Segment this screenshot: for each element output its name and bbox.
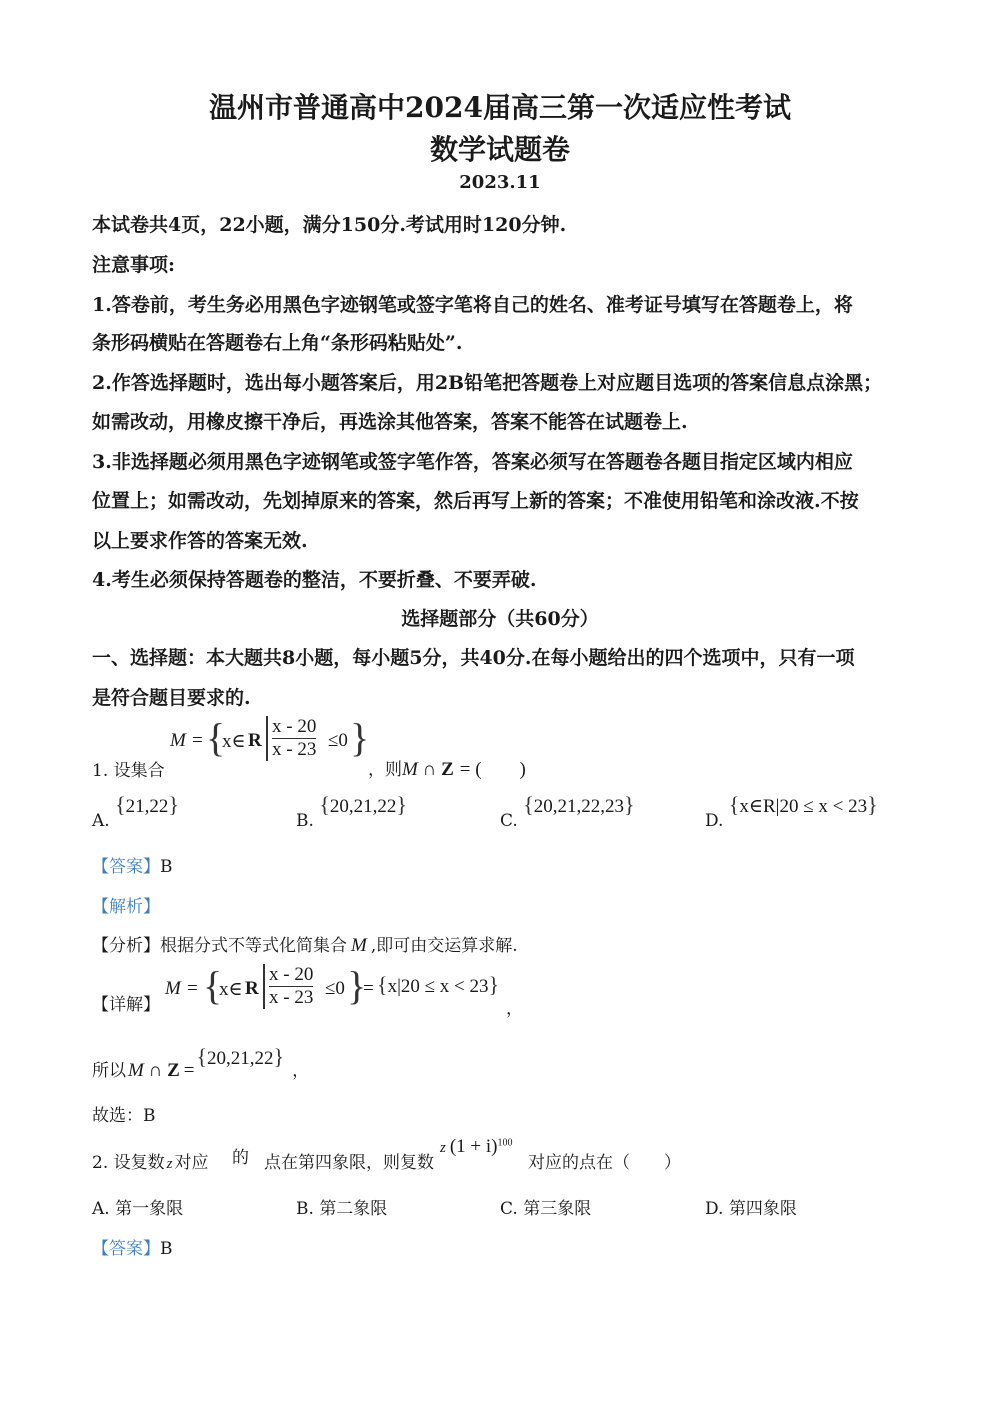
q2-z2: z — [440, 1140, 446, 1156]
left-brace-icon: { — [206, 715, 226, 760]
q2-expression — [440, 1136, 513, 1158]
q1-detail-equation — [165, 964, 525, 1024]
detail-relation: ≤0 — [325, 978, 345, 999]
right-brace-icon: } — [347, 963, 367, 1008]
q1-prefix: 1. 设集合 — [92, 761, 165, 781]
option-value: x∈R|20 ≤ x < 23 — [739, 796, 868, 817]
q1-element: x∈ — [222, 731, 246, 752]
section-instructions: 一、选择题：本大题共8小题，每小题5分，共40分.在每小题给出的四个选项中，只有一项 — [92, 647, 855, 669]
q1-denominator: x - 23 — [272, 739, 317, 760]
fenxi-suffix: ,即可由交运算求解. — [370, 936, 518, 956]
q1-numerator: x - 20 — [272, 716, 317, 737]
q1-relation: ≤0 — [328, 730, 348, 751]
option-content: {20,21,22} — [319, 792, 407, 817]
answer-tag: 【答案】 — [92, 857, 160, 877]
option-letter: C. — [500, 1199, 518, 1219]
option-letter: C. — [500, 811, 518, 831]
so-result-value: 20,21,22 — [207, 1048, 274, 1069]
option-letter: B. — [296, 1199, 314, 1219]
so-result: {20,21,22} — [196, 1044, 285, 1069]
q1-integers: Z — [441, 759, 454, 780]
q2-mid2: 点在第四象限，则复数 — [264, 1153, 434, 1173]
detail-result: {x|20 ≤ x < 23} — [377, 972, 500, 997]
q1-detail-tag: 【详解】 — [92, 995, 160, 1015]
detail-equals: = — [187, 978, 198, 999]
notice-line: 位置上；如需改动，先划掉原来的答案，然后再写上新的答案；不准使用铅笔和涂改液.不按 — [92, 490, 859, 512]
fenxi-text: 【分析】根据分式不等式化简集合 — [92, 936, 347, 956]
so-comma: ， — [292, 1061, 310, 1081]
q1-set-name: M — [170, 730, 186, 751]
q1-intersect: M ∩ — [402, 759, 442, 780]
q1-option-b — [296, 792, 407, 832]
q2-z1: z — [166, 1156, 173, 1172]
option-letter: A. — [92, 811, 110, 831]
option-value: 20,21,22,23 — [533, 796, 625, 817]
notice-heading: 注意事项: — [92, 254, 176, 276]
q1-real-set: R — [248, 730, 262, 751]
section-heading: 选择题部分（共60分） — [401, 608, 599, 630]
option-value: 第二象限 — [319, 1199, 388, 1219]
notice-line: 4.考生必须保持答题卷的整洁，不要折叠、不要弄破. — [92, 569, 537, 591]
option-letter: D. — [705, 1199, 724, 1219]
detail-comma: ， — [506, 999, 523, 1019]
section-instructions: 是符合题目要求的. — [92, 687, 251, 709]
notice-line: 如需改动，用橡皮擦干净后，再选涂其他答案，答案不能答在试题卷上. — [92, 411, 688, 433]
q1-equals: = — [192, 730, 203, 751]
detail-fraction — [263, 964, 313, 1009]
q2-option-c — [500, 1194, 591, 1219]
q1-fraction — [266, 716, 316, 761]
q2-stem — [92, 1148, 208, 1173]
q1-so-line — [92, 1044, 310, 1082]
q2-suffix: 对应的点在（ ） — [528, 1153, 681, 1173]
option-letter: D. — [705, 811, 724, 831]
option-letter: B. — [296, 811, 314, 831]
q2-answer — [92, 1234, 173, 1259]
fenxi-var: M — [351, 935, 367, 956]
so-intersect: M ∩ — [128, 1060, 168, 1081]
q1-answer-blank: = ( ) — [459, 759, 526, 780]
option-letter: A. — [92, 1199, 110, 1219]
q1-fenxi — [92, 931, 518, 957]
q2-option-a — [92, 1194, 183, 1219]
left-brace-icon: { — [203, 963, 223, 1008]
q2-expr: (1 + i) — [449, 1136, 498, 1157]
q2-prefix: 2. 设复数 — [92, 1153, 165, 1173]
option-content: {21,22} — [115, 792, 179, 817]
option-value: 第四象限 — [728, 1199, 797, 1219]
notice-line: 条形码横贴在答题卷右上角“条形码粘贴处”. — [92, 332, 463, 354]
notice-line: 2.作答选择题时，选出每小题答案后，用2B铅笔把答题卷上对应题目选项的答案信息点涂黑； — [92, 372, 883, 394]
answer-tag: 【答案】 — [92, 1239, 160, 1259]
q1-choose: 故选：B — [92, 1106, 156, 1126]
detail-equals-2: = — [363, 978, 374, 999]
exam-summary: 本试卷共4页，22小题，满分150分.考试用时120分钟. — [92, 214, 567, 236]
option-content: {x∈R|20 ≤ x < 23} — [728, 792, 878, 817]
q1-answer — [92, 852, 173, 877]
q1-analysis-tag: 【解析】 — [92, 897, 160, 917]
right-brace-icon: } — [350, 715, 370, 760]
q1-option-d — [705, 792, 878, 832]
detail-real-set: R — [245, 978, 259, 999]
detail-result-value: x|20 ≤ x < 23 — [387, 976, 489, 997]
exam-subtitle: 数学试题卷 — [429, 133, 570, 166]
notice-line: 3.非选择题必须用黑色字迹钢笔或签字笔作答，答案必须写在答题卷各题目指定区域内相应 — [92, 451, 853, 473]
q1-option-c — [500, 792, 635, 832]
so-integers: Z — [167, 1060, 180, 1081]
notice-line: 1.答卷前，考生务必用黑色字迹钢笔或签字笔将自己的姓名、准考证号填写在答题卷上，将 — [92, 294, 853, 316]
detail-set-name: M — [165, 978, 181, 999]
detail-numerator: x - 20 — [269, 964, 314, 985]
so-equals: = — [183, 1060, 195, 1081]
option-value: 第三象限 — [523, 1199, 592, 1219]
answer-value: B — [160, 1239, 173, 1259]
q1-then-text: ，则 — [368, 760, 402, 780]
option-value: 21,22 — [125, 796, 169, 817]
q2-option-d — [705, 1194, 797, 1219]
option-content: {20,21,22,23} — [523, 792, 635, 817]
q2-exponent: 100 — [497, 1137, 513, 1149]
q2-option-b — [296, 1194, 387, 1219]
answer-value: B — [160, 857, 173, 877]
exam-title: 温州市普通高中2024届高三第一次适应性考试 — [209, 91, 791, 124]
q2-mid1: 对应 — [174, 1153, 209, 1173]
q1-option-a — [92, 792, 179, 832]
option-value: 第一象限 — [115, 1199, 184, 1219]
q2-de: 的 — [232, 1148, 249, 1168]
q1-then — [368, 754, 526, 781]
option-value: 20,21,22 — [329, 796, 397, 817]
notice-line: 以上要求作答的答案无效. — [92, 530, 308, 552]
so-prefix: 所以 — [92, 1061, 126, 1081]
exam-date: 2023.11 — [459, 172, 541, 193]
detail-element: x∈ — [219, 979, 243, 1000]
detail-denominator: x - 23 — [269, 987, 314, 1008]
